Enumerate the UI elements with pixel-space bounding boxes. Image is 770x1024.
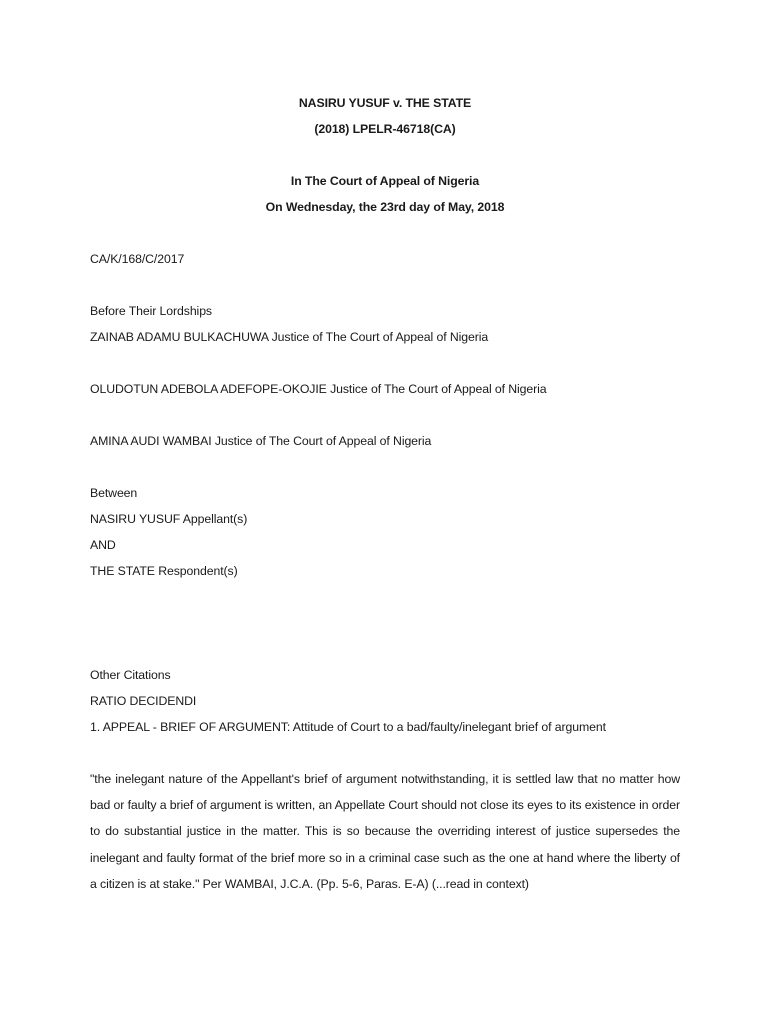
- case-number: CA/K/168/C/2017: [90, 252, 185, 266]
- judgment-date: On Wednesday, the 23rd day of May, 2018: [265, 200, 505, 214]
- citation: (2018) LPELR-46718(CA): [314, 122, 456, 136]
- ratio-heading: RATIO DECIDENDI: [90, 694, 197, 708]
- court-name: In The Court of Appeal of Nigeria: [290, 174, 480, 188]
- ratio-item: 1. APPEAL - BRIEF OF ARGUMENT: Attitude of Court to a bad/faulty/inelegant brief of argument: [90, 720, 606, 734]
- bench-heading: Before Their Lordships: [90, 304, 212, 318]
- case-title: NASIRU YUSUF v. THE STATE: [298, 96, 472, 110]
- ratio-quote: "the inelegant nature of the Appellant's brief of argument notwithstanding, it is settled law that no matter how bad or faulty a brief of argument is written, an Appellate Court should not close its eyes to its existence in order to do substantial justice in the matter. This is so because the overriding interest of justice supersedes the inelegant and faulty format of the brief more so in a criminal case such as the one at hand where the liberty of a citizen is at stake." Per WAMBAI, J.C.A. (Pp. 5-6, Paras. E-A) (...read in context): [90, 772, 680, 891]
- respondent: THE STATE Respondent(s): [90, 564, 238, 578]
- other-citations-heading: Other Citations: [90, 668, 171, 682]
- justice-1: ZAINAB ADAMU BULKACHUWA Justice of The Court of Appeal of Nigeria: [90, 330, 489, 344]
- appellant: NASIRU YUSUF Appellant(s): [90, 512, 248, 526]
- justice-2: OLUDOTUN ADEBOLA ADEFOPE-OKOJIE Justice of The Court of Appeal of Nigeria: [90, 382, 547, 396]
- justice-3: AMINA AUDI WAMBAI Justice of The Court of Appeal of Nigeria: [90, 434, 432, 448]
- parties-heading: Between: [90, 486, 138, 500]
- parties-conjunction: AND: [90, 538, 116, 552]
